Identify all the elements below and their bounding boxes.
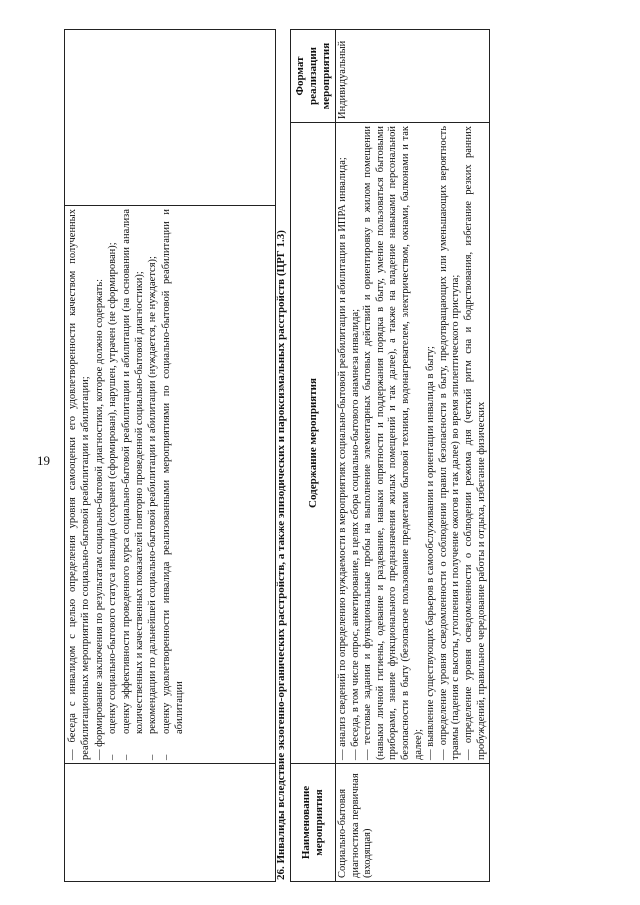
list-subitem: –рекомендации по дальнейшей социально-бытовой реабилитации и абилитации (нуждается, не нуждается);	[147, 256, 159, 760]
measure-format: Индивидуальный	[336, 30, 490, 123]
list-item: — беседа, в том числе опрос, анкетирование, в целях сбора социально-бытового анамнеза инвалида;	[349, 308, 361, 760]
measure-content	[336, 123, 490, 764]
list-item: — анализ сведений по определению нуждаемости в мероприятиях социально-бытовой реабилитации и абилитации в ИПРА инвалида;	[337, 157, 348, 760]
content-cell	[65, 206, 276, 764]
dash-marker: –	[160, 754, 172, 760]
list-subitem: –оценку эффективности проведенного курса социально-бытовой реабилитации и абилитации (на основании анализа количественных и качественных показателей повторно проведенной социально-бытовой диагностики);	[120, 209, 146, 760]
dash-marker: –	[107, 754, 119, 760]
header-content: Содержание мероприятия	[291, 123, 336, 764]
measures-table	[290, 29, 490, 882]
dash-marker: –	[120, 754, 132, 760]
list-item: — тестовые задания и функциональные пробы на выполнение элементарных бытовых действий и ориентировку в жилом помещении (навыки личной гигиены, одевание и раздевание, навыки опрятности и поддержания порядка в быту, умение пользоваться бытовыми приборами, знание функционального предназначения жилых помещений и так далее), а также на владение навыками персональной безопасности в быту (безопасное пользование предметами бытовой техники, водонагревателем, электричеством, окнами, балконами и так далее);	[362, 126, 424, 760]
page-number: 19	[37, 453, 50, 468]
header-format: Формат реализации мероприятия	[291, 30, 336, 123]
list-item: — беседа с инвалидом с целью определения уровня самооценки его удовлетворенности качеством полученных реабилитационных мероприятий по социально-бытовой реабилитации и абилитации;	[67, 209, 92, 760]
continuation-table	[64, 29, 276, 882]
list-subitem: –оценку социально-бытового статуса инвалида (сохранен (сформирован), нарушен, утрачен (не сформирован);	[107, 242, 119, 760]
rotated-document	[64, 30, 624, 882]
list-item: — выявление существующих барьеров в самообслуживании и ориентации инвалида в быту;	[425, 346, 437, 760]
table-header-row	[291, 30, 336, 882]
list-subitem: –оценку удовлетворенности инвалида реализованными мероприятиями по социально-бытовой реабилитации и абилитации	[160, 209, 186, 760]
dash-marker: –	[147, 754, 159, 760]
header-name: Наименование мероприятия	[291, 764, 336, 882]
name-cell	[65, 764, 276, 882]
table-row	[65, 30, 276, 882]
list-item: — определение уровня осведомленности о соблюдении правил безопасности в быту, предотвращающих или уменьшающих вероятность травмы (падения с высоты, утопления и получение ожогов и так далее) во время эпилептического приступа;	[437, 126, 462, 760]
list-item: — определение уровня осведомленности о соблюдении режима дня (четкий ритм сна и бодрствования, избегание резких ранних пробуждений, правильное чередование работы и отдыха, избегание физических	[462, 126, 487, 760]
list-item: — формирование заключения по результатам социально-бытовой диагностики, которое должно содержать:	[93, 278, 105, 760]
measure-name: Социально-бытовая диагностика первичная (входящая)	[336, 764, 490, 882]
table-row	[336, 30, 490, 882]
section-title: 26. Инвалиды вследствие экзогенно-органических расстройств, а также эпизодических и пароксизмальных расстройств (ЦРГ 1.3)	[275, 230, 287, 880]
format-cell	[65, 30, 276, 206]
